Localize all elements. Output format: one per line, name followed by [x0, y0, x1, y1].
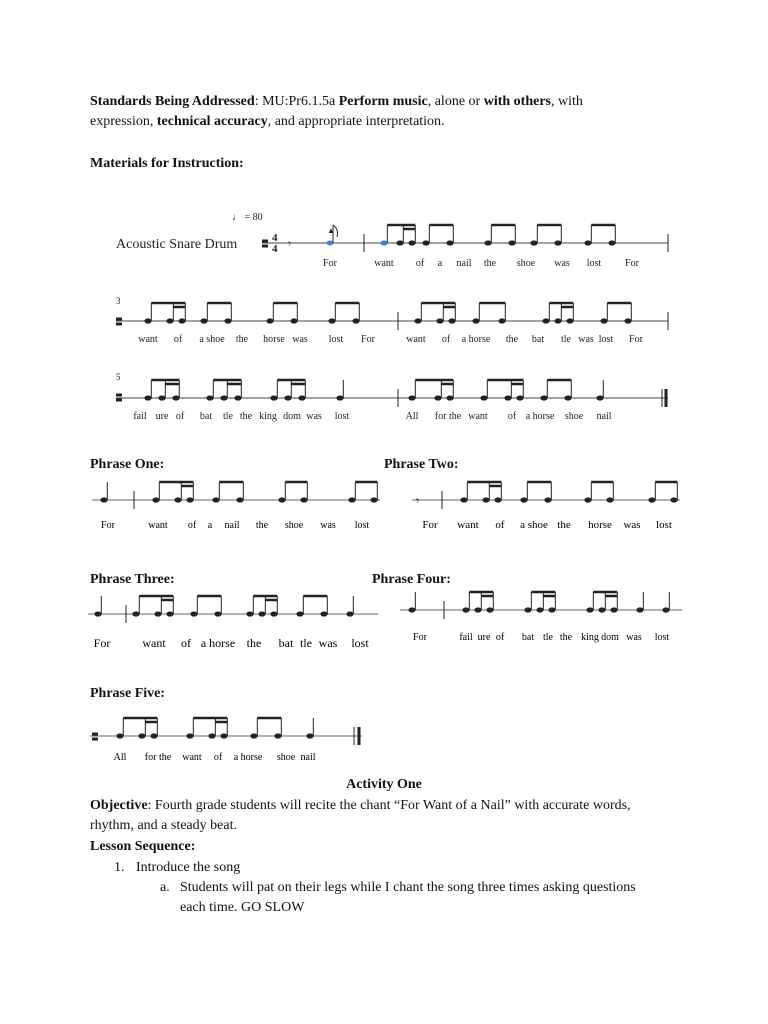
- lyric-syllable: bat: [199, 411, 213, 422]
- lyric-syllable: bat: [278, 636, 294, 650]
- note-head: [610, 607, 617, 612]
- lyric-syllable: tle: [300, 636, 312, 650]
- lyric-syllable: was: [320, 520, 336, 531]
- lyric-syllable: ure: [477, 632, 491, 643]
- lyric-syllable: the: [483, 258, 497, 269]
- note-head: [158, 395, 165, 400]
- step-letter: a.: [160, 880, 170, 895]
- lyric-syllable: nail: [300, 752, 316, 763]
- note-head: [220, 395, 227, 400]
- note-head: [566, 318, 573, 323]
- phrase-one-lyrics: [101, 520, 369, 531]
- full-score: [92, 212, 680, 428]
- standards-text: , alone or: [427, 94, 484, 109]
- lyric-syllable: of: [495, 519, 505, 531]
- phrase-one-svg: [92, 478, 382, 540]
- lyric-syllable: ure: [155, 411, 169, 422]
- lyric-syllable: lost: [598, 334, 614, 345]
- standards-line-1: [90, 92, 690, 112]
- note-head: [144, 318, 151, 323]
- phrase-four-label: Phrase Four:: [372, 572, 451, 587]
- lyric-syllable: nail: [456, 258, 472, 269]
- objective-label: Objective: [90, 798, 148, 813]
- note-head: [234, 395, 241, 400]
- time-sig-bottom: 4: [272, 243, 278, 255]
- lyric-syllable: want: [406, 334, 426, 345]
- note-head: [396, 240, 403, 245]
- note-head: [336, 395, 343, 400]
- lyric-syllable: of: [213, 752, 223, 763]
- standards-bold-others: with others: [483, 94, 551, 109]
- lyric-syllable: lost: [586, 258, 602, 269]
- note-head: [544, 497, 551, 502]
- note-head: [564, 395, 571, 400]
- lyric-syllable: of: [441, 334, 451, 345]
- lyric-syllable: was: [306, 411, 322, 422]
- note-head: [206, 395, 213, 400]
- lyric-syllable: tle: [561, 334, 571, 345]
- note-head: [258, 611, 265, 616]
- note-head: [548, 607, 555, 612]
- note-head: [284, 395, 291, 400]
- note-head: [296, 611, 303, 616]
- note-head: [408, 395, 415, 400]
- playhead-marker: ▲: [327, 226, 335, 235]
- note-head: [166, 611, 173, 616]
- lyric-syllable: For: [93, 636, 111, 650]
- lyric-syllable: a shoe: [520, 519, 548, 531]
- note-head: [278, 497, 285, 502]
- note-head: [480, 395, 487, 400]
- note-head: [484, 240, 491, 245]
- phrase-five-svg: [90, 708, 370, 770]
- note-head: [100, 497, 107, 502]
- lyric-syllable: a horse: [233, 752, 263, 763]
- note-head: [584, 497, 591, 502]
- note-head: [584, 240, 591, 245]
- note-head: [150, 733, 157, 738]
- note-head: [408, 240, 415, 245]
- lyric-syllable: horse: [263, 334, 285, 345]
- lyric-syllable: king: [259, 411, 277, 422]
- system-3-lyrics: [133, 411, 611, 422]
- lyric-syllable: the: [505, 334, 519, 345]
- note-head: [208, 733, 215, 738]
- standards-label: Standards Being Addressed: [90, 94, 255, 109]
- note-head: [174, 497, 181, 502]
- time-sig-top: 4: [272, 232, 278, 244]
- phrase-five-score: [90, 708, 370, 770]
- lyric-syllable: a shoe: [199, 334, 225, 345]
- lyric-syllable: want: [148, 520, 168, 531]
- note-head: [270, 395, 277, 400]
- note-head: [448, 318, 455, 323]
- lyric-syllable: tle: [543, 632, 553, 643]
- pickup-note: [327, 241, 334, 246]
- note-head: [474, 607, 481, 612]
- step-text: Introduce the song: [136, 860, 241, 875]
- step-number: 1.: [114, 860, 125, 875]
- note-head: [586, 607, 593, 612]
- lyric-syllable: want: [142, 636, 166, 650]
- lyric-syllable: for the: [434, 411, 462, 422]
- note-head: [436, 318, 443, 323]
- phrase-two-label: Phrase Two:: [384, 457, 459, 472]
- lyric-syllable: was: [292, 334, 308, 345]
- note-head: [144, 395, 151, 400]
- phrase-two-lyrics: [422, 519, 672, 531]
- phrase-three-svg: [88, 592, 382, 654]
- lyric-syllable: dom: [601, 632, 619, 643]
- note-head: [178, 318, 185, 323]
- lyric-syllable: lost: [354, 520, 370, 531]
- note-head: [212, 497, 219, 502]
- activity-title: Activity One: [346, 777, 422, 792]
- phrase-three-label: Phrase Three:: [90, 572, 175, 587]
- lesson-step-1a: [160, 878, 680, 898]
- lyric-syllable: a: [437, 258, 443, 269]
- note-head: [346, 611, 353, 616]
- phrase-one-score: [92, 478, 382, 540]
- note-head: [434, 395, 441, 400]
- measure-number-5: 5: [116, 372, 121, 382]
- note-head: [348, 497, 355, 502]
- note-head: [516, 395, 523, 400]
- lyric-syllable: bat: [531, 334, 545, 345]
- lyric-syllable: For: [625, 258, 639, 269]
- lyric-syllable: the: [246, 636, 262, 650]
- lyric-syllable: the: [255, 520, 269, 531]
- lyric-syllable: dom: [283, 411, 301, 422]
- phrase-one-label: Phrase One:: [90, 457, 165, 472]
- note-head: [446, 240, 453, 245]
- note-head: [214, 611, 221, 616]
- note-head: [328, 318, 335, 323]
- lyric-syllable: of: [187, 520, 197, 531]
- note-head: [186, 497, 193, 502]
- note-head: [166, 318, 173, 323]
- system-2-lyrics: [138, 334, 643, 345]
- note-head: [636, 607, 643, 612]
- phrase-three-score: [88, 592, 382, 654]
- instrument-name: Acoustic Snare Drum: [116, 237, 238, 252]
- lyric-syllable: All: [113, 752, 127, 763]
- lyric-syllable: king: [581, 632, 599, 643]
- note-head: [298, 395, 305, 400]
- lyric-syllable: was: [578, 334, 594, 345]
- note-head: [530, 240, 537, 245]
- lesson-step-1a-cont: each time. GO SLOW: [180, 900, 305, 915]
- note-head: [498, 318, 505, 323]
- phrase-three-lyrics: [94, 636, 370, 650]
- lyric-syllable: want: [468, 411, 488, 422]
- note-head: [290, 318, 297, 323]
- note-head: [606, 497, 613, 502]
- lyric-syllable: nail: [224, 520, 240, 531]
- lyric-syllable: was: [623, 519, 641, 531]
- lyric-syllable: fail: [133, 411, 147, 422]
- lyric-syllable: For: [629, 334, 643, 345]
- note-head: [138, 733, 145, 738]
- standards-text: , with: [550, 94, 583, 109]
- note-head: [598, 607, 605, 612]
- note-head: [408, 607, 415, 612]
- lyric-syllable: shoe: [276, 752, 296, 763]
- lyric-syllable: For: [101, 520, 115, 531]
- step-text: Students will pat on their legs while I chant the song three times asking questions: [180, 880, 636, 895]
- lyric-syllable: a: [207, 520, 213, 531]
- standards-paragraph: [90, 92, 690, 132]
- lyric-syllable: nail: [596, 411, 612, 422]
- note-head: [266, 318, 273, 323]
- lyric-syllable: a horse: [525, 411, 555, 422]
- lyric-syllable: For: [361, 334, 375, 345]
- note-head: [520, 497, 527, 502]
- note-head: [380, 240, 387, 245]
- note-head: [172, 395, 179, 400]
- standards-line-2: [90, 112, 690, 132]
- note-head: [494, 497, 501, 502]
- standards-bold-perform: Perform music: [338, 94, 428, 109]
- lesson-sequence-heading: Lesson Sequence:: [90, 839, 196, 854]
- note-head: [246, 611, 253, 616]
- phrase-two-score: [412, 478, 682, 540]
- note-head: [446, 395, 453, 400]
- lyric-syllable: want: [138, 334, 158, 345]
- lyric-syllable: of: [415, 258, 425, 269]
- note-head: [250, 733, 257, 738]
- eighth-rest: 𝄾: [288, 237, 292, 251]
- lyric-syllable: was: [554, 258, 570, 269]
- lyric-syllable: tle: [223, 411, 233, 422]
- lyric-syllable: horse: [588, 519, 612, 531]
- note-head: [504, 395, 511, 400]
- lyric-syllable: of: [173, 334, 183, 345]
- lyric-syllable: a horse: [461, 334, 491, 345]
- note-head: [306, 733, 313, 738]
- note-head: [190, 611, 197, 616]
- lyric-syllable: shoe: [284, 520, 304, 531]
- system-1-lyrics: [323, 258, 640, 269]
- note-head: [224, 318, 231, 323]
- note-head: [352, 318, 359, 323]
- standards-text: expression,: [90, 114, 157, 129]
- note-head: [662, 607, 669, 612]
- lyric-syllable: a horse: [200, 636, 236, 650]
- lyric-syllable: for the: [144, 752, 172, 763]
- note-head: [508, 240, 515, 245]
- phrase-four-score: [400, 588, 684, 650]
- note-head: [624, 318, 631, 323]
- note-head: [422, 240, 429, 245]
- lyric-syllable: bat: [521, 632, 535, 643]
- note-head: [482, 497, 489, 502]
- lyric-syllable: shoe: [516, 258, 536, 269]
- note-head: [370, 497, 377, 502]
- note-head: [274, 733, 281, 738]
- note-head: [542, 318, 549, 323]
- objective-text-cont: rhythm, and a steady beat.: [90, 818, 237, 833]
- lyric-syllable: For: [422, 519, 438, 531]
- objective-text: : Fourth grade students will recite the chant “For Want of a Nail” with accurate words,: [147, 798, 631, 813]
- lyric-syllable: lost: [351, 636, 369, 650]
- note-head: [300, 497, 307, 502]
- lyric-syllable: want: [374, 258, 394, 269]
- lyric-syllable: of: [495, 632, 505, 643]
- note-head: [608, 240, 615, 245]
- lyric-syllable: For: [323, 258, 337, 269]
- note-head: [94, 611, 101, 616]
- lyric-syllable: lost: [656, 519, 672, 531]
- lyric-syllable: lost: [654, 632, 670, 643]
- lyric-syllable: want: [182, 752, 202, 763]
- phrase-two-svg: [412, 478, 682, 540]
- phrase-five-label: Phrase Five:: [90, 686, 166, 701]
- lyric-syllable: was: [626, 632, 642, 643]
- note-head: [154, 611, 161, 616]
- note-head: [186, 733, 193, 738]
- note-head: [472, 318, 479, 323]
- lyric-syllable: was: [318, 636, 338, 650]
- note-head: [132, 611, 139, 616]
- lyric-syllable: lost: [334, 411, 350, 422]
- score-image: [92, 212, 680, 428]
- note-head: [460, 497, 467, 502]
- lyric-syllable: the: [559, 632, 573, 643]
- note-head: [462, 607, 469, 612]
- note-head: [200, 318, 207, 323]
- lyric-syllable: of: [181, 636, 191, 650]
- note-head: [600, 318, 607, 323]
- lyric-syllable: want: [457, 519, 479, 531]
- note-head: [554, 318, 561, 323]
- standards-text: , and appropriate interpretation.: [267, 114, 445, 129]
- lyric-syllable: of: [507, 411, 517, 422]
- phrase-five-lyrics: [114, 752, 316, 763]
- materials-heading: Materials for Instruction:: [90, 156, 244, 171]
- standards-bold-technical: technical accuracy: [156, 114, 268, 129]
- lyric-syllable: the: [557, 519, 571, 531]
- note-head: [596, 395, 603, 400]
- note-head: [270, 611, 277, 616]
- objective-paragraph: [90, 796, 690, 836]
- note-head: [670, 497, 677, 502]
- lyric-syllable: All: [405, 411, 419, 422]
- lyric-syllable: the: [235, 334, 249, 345]
- lyric-syllable: the: [239, 411, 253, 422]
- note-head: [220, 733, 227, 738]
- note-head: [152, 497, 159, 502]
- note-head: [536, 607, 543, 612]
- lyric-syllable: of: [175, 411, 185, 422]
- note-head: [414, 318, 421, 323]
- lesson-step-1: [114, 858, 674, 878]
- note-head: [554, 240, 561, 245]
- note-head: [320, 611, 327, 616]
- note-head: [486, 607, 493, 612]
- standards-code: : MU:Pr6.1.5a: [254, 94, 339, 109]
- lyric-syllable: lost: [328, 334, 344, 345]
- note-head: [524, 607, 531, 612]
- lyric-syllable: For: [413, 632, 427, 643]
- note-head: [116, 733, 123, 738]
- phrase-four-svg: [400, 588, 684, 650]
- note-head: [236, 497, 243, 502]
- lyric-syllable: shoe: [564, 411, 584, 422]
- measure-number-3: 3: [116, 296, 121, 306]
- lyric-syllable: fail: [459, 632, 473, 643]
- tempo-marking: ♩ = 80: [232, 212, 263, 223]
- eighth-rest: 𝄾: [416, 494, 420, 508]
- note-head: [540, 395, 547, 400]
- phrase-four-lyrics: [413, 632, 669, 643]
- note-head: [648, 497, 655, 502]
